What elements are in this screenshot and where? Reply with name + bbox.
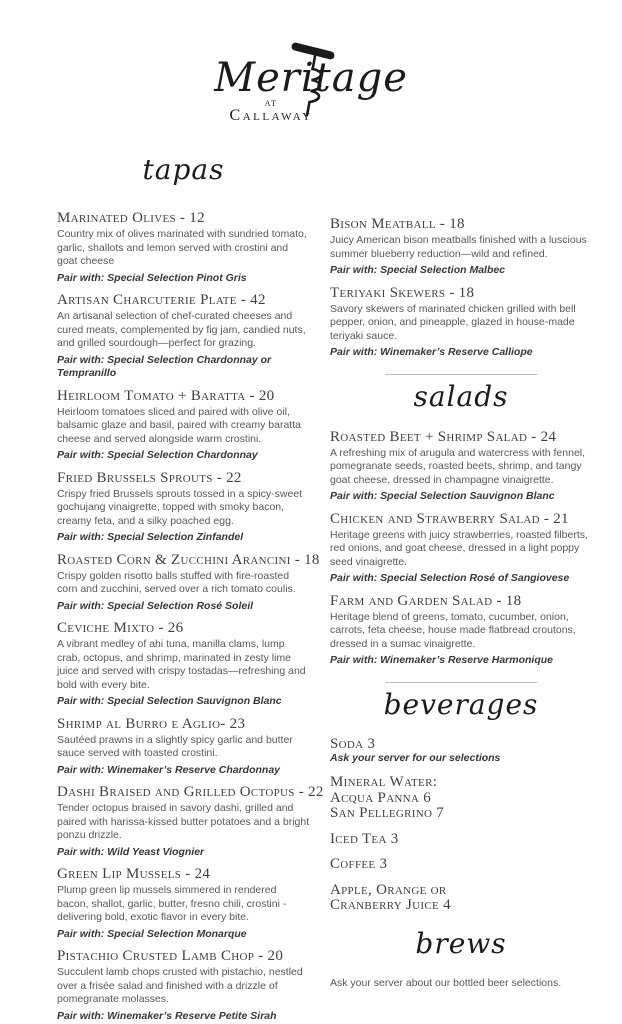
section-divider	[385, 374, 537, 375]
menu-item-title: Fried Brussels Sprouts - 22	[57, 469, 242, 486]
menu-item	[57, 948, 310, 1023]
menu-item-description: Heritage greens with juicy strawberries, roasted filberts, red onions, and goat cheese, dressed in a light poppy seed vinaigrette.	[330, 528, 588, 568]
beverage-note: Ask your server for our selections	[330, 752, 501, 764]
footer-note: Ask your server about our bottled beer selections.	[330, 976, 562, 989]
beverage-item	[330, 832, 592, 848]
logo-location: Callaway	[229, 107, 313, 124]
menu-item	[57, 866, 310, 941]
menu-item-title: Teriyaki Skewers - 18	[330, 284, 475, 301]
logo-subtitle	[216, 100, 326, 124]
menu-item	[330, 285, 592, 360]
menu-item-description: Plump green lip mussels simmered in rendered bacon, shallot, garlic, butter, fresno chili, crostini - delivering bold, exotic flavor in every bite.	[57, 884, 287, 923]
menu-item	[57, 620, 310, 709]
beverage-item	[330, 737, 592, 766]
menu-item-title: Ceviche Mixto - 26	[57, 620, 184, 636]
menu-item-description: Juicy American bison meatballs finished with a luscious summer blueberry reduction—wild and refined.	[330, 234, 587, 260]
beverage-line: Iced Tea 3	[330, 830, 399, 847]
menu-item-description: Crispy fried Brussels sprouts tossed in a spicy-sweet gochujang vinaigrette, topped with smoky bacon, creamy feta, and a silky poached egg.	[57, 487, 303, 527]
menu-item	[57, 470, 310, 545]
menu-item-description: Savory skewers of marinated chicken grilled with bell pepper, onion, and pineapple, glazed in house-made teriyaki sauce.	[330, 302, 576, 342]
menu-item-title: Farm and Garden Salad - 18	[330, 592, 522, 609]
menu-item	[330, 593, 592, 668]
menu-item-wine-pairing: Pair with: Special Selection Rosé Soleil	[57, 599, 254, 612]
menu-item-title: Artisan Charcuterie Plate - 42	[57, 292, 266, 308]
beverage-line: Mineral Water:	[330, 774, 438, 790]
beverage-line: Acqua Panna 6	[330, 789, 432, 806]
beverage-line: Cranberry Juice 4	[330, 897, 451, 913]
beverage-line: Coffee 3	[330, 856, 388, 872]
beverage-line: San Pellegrino 7	[330, 805, 445, 821]
menu-item-title: Marinated Olives - 12	[57, 210, 205, 226]
menu-item-wine-pairing: Pair with: Special Selection Malbec	[330, 264, 506, 276]
menu-item-title: Roasted Beet + Shrimp Salad - 24	[330, 428, 557, 445]
menu-item	[57, 551, 320, 614]
restaurant-logo	[0, 56, 622, 140]
menu-item-title: Green Lip Mussels - 24	[57, 866, 211, 882]
beverage-item	[330, 857, 592, 873]
menu-item	[330, 216, 592, 278]
logo-name: Meritage	[214, 55, 408, 101]
menu-item-wine-pairing: Pair with: Special Selection Chardonnay or Tempranillo	[57, 353, 272, 379]
logo-at-label: AT	[264, 99, 278, 108]
menu-item	[57, 210, 310, 285]
section-script-heading-salads: salads	[413, 379, 509, 413]
menu-item-wine-pairing: Pair with: Winemaker’s Reserve Calliope	[330, 346, 533, 358]
section-divider	[385, 682, 537, 683]
menu-item-title: Dashi Braised and Grilled Octopus - 22	[57, 784, 324, 800]
menu-item-description: Country mix of olives marinated with sundried tomato, garlic, shallots and lemon served with crostini and goat cheese	[57, 228, 307, 267]
beverage-line: Apple, Orange or	[330, 881, 447, 898]
menu-item	[57, 716, 310, 778]
menu-item-title: Bison Meatball - 18	[330, 216, 465, 232]
menu-item-description: Heirloom tomatoes sliced and paired with olive oil, balsamic glaze and basil, paired with creamy baratta cheese and served alongside warm crostini.	[57, 405, 301, 445]
menu-item	[57, 388, 310, 463]
menu-item-wine-pairing: Pair with: Special Selection Zinfandel	[57, 531, 244, 543]
menu-item-title: Heirloom Tomato + Baratta - 20	[57, 387, 275, 404]
menu-item	[330, 511, 592, 586]
menu-item-wine-pairing: Pair with: Special Selection Pinot Gris	[57, 271, 247, 284]
menu-item-wine-pairing: Pair with: Wild Yeast Viognier	[57, 845, 205, 858]
menu-item-description: An artisanal selection of chef-curated cheeses and cured meats, complemented by fig jam, candied nuts, and grilled sourdough—perfect for grazing.	[57, 310, 306, 349]
menu-item-description: Succulent lamb chops crusted with pistachio, nestled over a frisée salad and finished with a drizzle of pomegranate molasses.	[57, 966, 303, 1005]
menu-item-description: A vibrant medley of ahi tuna, manilla clams, lump crab, octopus, and shrimp, marinated in zesty lime juice and served with crispy tostadas—refreshing and bold with every bite.	[57, 638, 306, 691]
beverage-item	[330, 775, 592, 822]
menu-item-wine-pairing: Pair with: Winemaker’s Reserve Chardonnay	[57, 763, 281, 776]
menu-item-wine-pairing: Pair with: Special Selection Sauvignon Blanc	[57, 695, 282, 707]
menu-item-wine-pairing: Pair with: Winemaker’s Reserve Harmonique	[330, 654, 554, 666]
logo-lockup	[214, 56, 408, 140]
menu-item-wine-pairing: Pair with: Special Selection Sauvignon Blanc	[330, 490, 555, 502]
section-script-heading-brews: brews	[415, 926, 507, 960]
menu-item	[57, 292, 310, 381]
menu-column-left	[57, 150, 324, 1024]
menu-item-title: Pistachio Crusted Lamb Chop - 20	[57, 948, 284, 964]
beverage-item	[330, 883, 592, 914]
menu-item-title: Shrimp al Burro e Aglio- 23	[57, 715, 246, 732]
menu-item	[330, 429, 592, 504]
menu-item-wine-pairing: Pair with: Winemaker’s Reserve Petite Sirah	[57, 1009, 277, 1022]
menu-item-title: Roasted Corn & Zucchini Arancini - 18	[57, 551, 320, 568]
menu-column-right	[330, 216, 592, 990]
menu-item-description: A refreshing mix of arugula and watercress with fennel, pomegranate seeds, roasted beets, shrimp, and tangy goat cheese, dressed in champagne vinaigrette.	[330, 446, 586, 486]
menu-item-wine-pairing: Pair with: Special Selection Monarque	[57, 927, 247, 940]
menu-item-title: Chicken and Strawberry Salad - 21	[330, 510, 569, 527]
section-script-heading-tapas: tapas	[142, 153, 225, 186]
menu-item-description: Crispy golden risotto balls stuffed with fire-roasted corn and zucchini, served over a rich tomato coulis.	[57, 569, 296, 595]
menu-item-description: Sautéed prawns in a slightly spicy garlic and butter sauce served with toasted crostini.	[57, 733, 293, 759]
menu-item-wine-pairing: Pair with: Special Selection Rosé of Sangiovese	[330, 572, 570, 584]
menu-item	[57, 784, 324, 859]
menu-item-description: Heritage blend of greens, tomato, cucumber, onion, carrots, feta cheese, house made flatbread croutons, dressed in a sumac vinaigrette.	[330, 610, 576, 650]
menu-item-wine-pairing: Pair with: Special Selection Chardonnay	[57, 449, 258, 461]
menu-item-description: Tender octopus braised in savory dashi, grilled and paired with harissa-kissed butter potatoes and a bright ponzu drizzle.	[57, 802, 310, 841]
section-script-heading-beverages: beverages	[383, 687, 539, 721]
beverage-line: Soda 3	[330, 735, 376, 752]
